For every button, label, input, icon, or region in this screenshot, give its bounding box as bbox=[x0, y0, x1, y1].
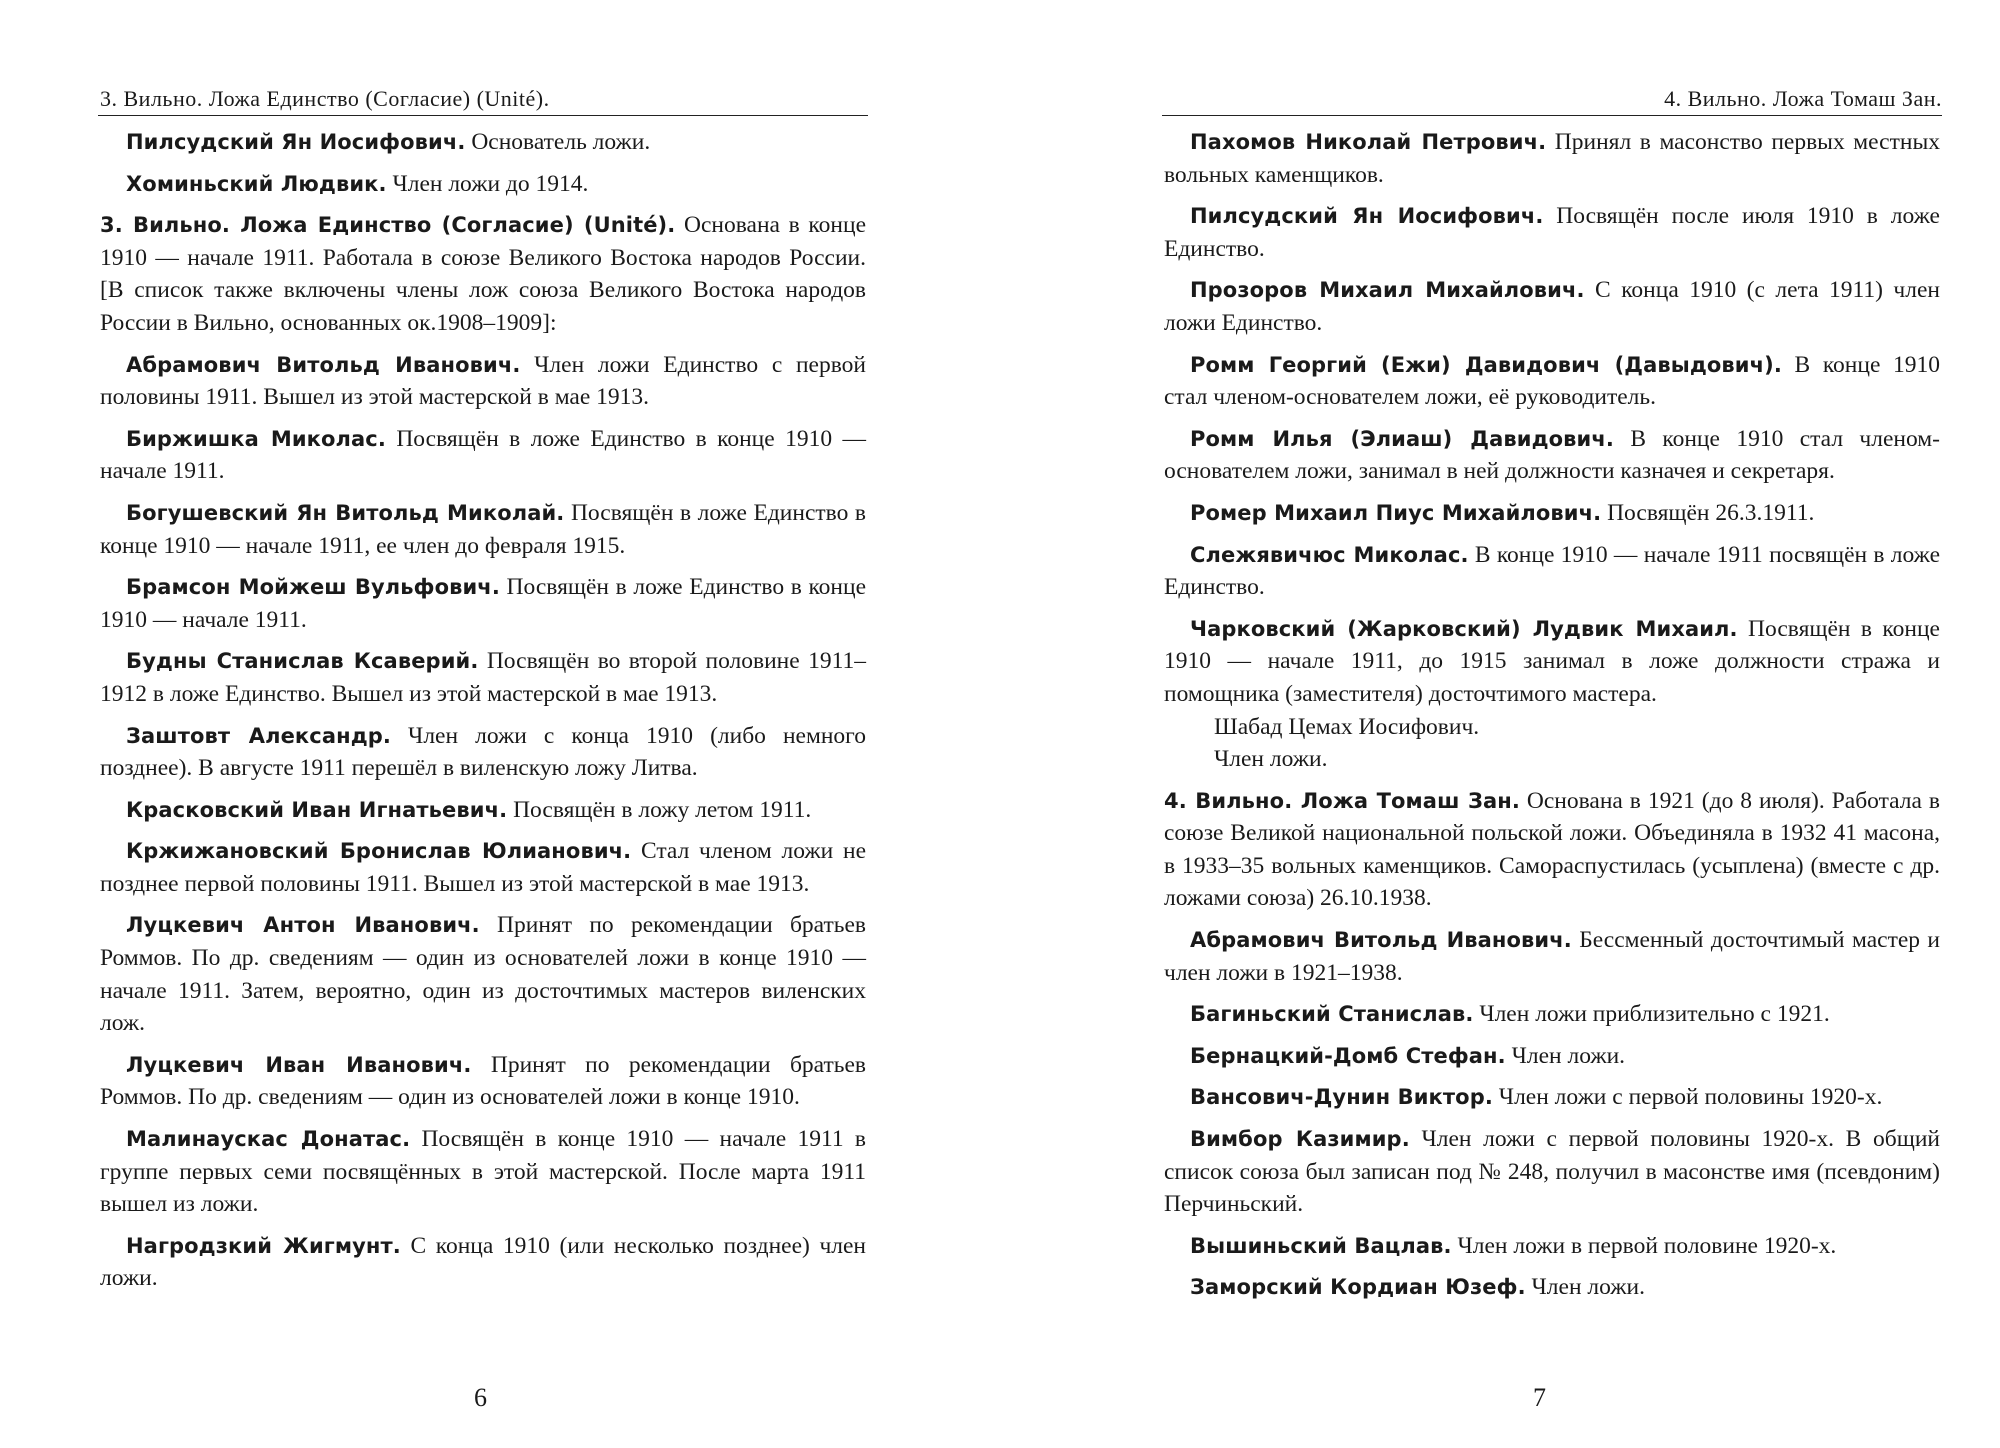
entry-text: Принят по рекомендации братьев Роммов. По др. сведениям — один из основателей ложи в конце 1910. bbox=[100, 1051, 866, 1111]
entry bbox=[100, 1049, 866, 1114]
entry-name: Вансович-Дунин Виктор. bbox=[1190, 1085, 1493, 1110]
entry-name: Багиньский Станислав. bbox=[1190, 1002, 1474, 1027]
entry bbox=[1164, 1040, 1940, 1073]
lodge-text: Основана в 1921 (до 8 июля). Работала в союзе Великой национальной польской ложи. Объединяла в 1932 41 масона, в 1933–35 вольных каменщиков. Самораспустилась (усыплена) (вместе с др. ложами союза) 26.10.1938. bbox=[1164, 787, 1940, 912]
header-rule bbox=[98, 115, 868, 116]
entry bbox=[100, 168, 866, 201]
entry-name: Малинаускас Донатас. bbox=[126, 1127, 411, 1152]
entry-name: Красковский Иван Игнатьевич. bbox=[126, 797, 508, 822]
entry-text: Член ложи. bbox=[1505, 1042, 1626, 1069]
entry-name: Будны Станислав Ксаверий. bbox=[126, 649, 479, 674]
running-head: 4. Вильно. Ложа Томаш Зан. bbox=[1664, 86, 1942, 111]
entry-name: Ромм Илья (Элиаш) Давидович. bbox=[1190, 426, 1614, 451]
entry bbox=[1164, 998, 1940, 1031]
entry-name: Абрамович Витольд Иванович. bbox=[126, 352, 521, 377]
entry bbox=[100, 794, 866, 827]
entry bbox=[1164, 200, 1940, 265]
entry-name: Пилсудский Ян Иосифович. bbox=[1190, 204, 1544, 229]
entry-text: В конце 1910 — начале 1911 посвящён в ложе Единство. bbox=[1164, 541, 1941, 601]
entry-name: Абрамович Витольд Иванович. bbox=[1190, 928, 1572, 953]
entry-name: Вышиньский Вацлав. bbox=[1190, 1233, 1452, 1258]
right-text-column bbox=[1164, 126, 1940, 1313]
lodge-text: Основана в конце 1910 — начале 1911. Работала в союзе Великого Востока народов России. [В список также включены члены лож союза Великого Востока народов России в Вильно, основанных ок.1908–1909]: bbox=[100, 212, 866, 336]
entry-text: Основатель ложи. bbox=[465, 129, 651, 155]
entry-name: Богушевский Ян Витольд Миколай. bbox=[126, 500, 565, 525]
entry-name: Луцкевич Иван Иванович. bbox=[126, 1052, 472, 1077]
lodge-name: 3. Вильно. Ложа Единство (Согласие) (Unité). bbox=[100, 213, 676, 238]
header-rule bbox=[1162, 115, 1942, 116]
entry bbox=[100, 835, 866, 900]
entry bbox=[100, 1230, 866, 1295]
entry bbox=[1164, 1081, 1940, 1114]
entry bbox=[100, 571, 866, 636]
entry bbox=[1164, 497, 1940, 530]
entry bbox=[1164, 613, 1940, 711]
entry-name: Брамсон Мойжеш Вульфович. bbox=[126, 575, 500, 600]
entry-text: С конца 1910 (с лета 1911) член ложи Единство. bbox=[1164, 277, 1940, 336]
entry bbox=[1164, 349, 1940, 414]
entry bbox=[1164, 924, 1940, 989]
entry-text: Посвящён 26.3.1911. bbox=[1601, 499, 1815, 526]
entry-text: Член ложи с первой половины 1920-х. bbox=[1492, 1084, 1883, 1111]
entry-name: Ромер Михаил Пиус Михайлович. bbox=[1190, 500, 1602, 525]
entry-text: Принят по рекомендации братьев Роммов. По др. сведениям — один из основателей ложи в конце 1910 — начале 1911. Затем, вероятно, один из досточтимых мастеров виленских лож. bbox=[100, 912, 866, 1037]
entry-name: Заморский Кордиан Юзеф. bbox=[1190, 1275, 1526, 1300]
entry bbox=[1164, 1123, 1940, 1221]
entry bbox=[1164, 423, 1940, 488]
entry bbox=[100, 720, 866, 785]
entry-text: С конца 1910 (или несколько позднее) член ложи. bbox=[100, 1232, 866, 1292]
entry-name: Бернацкий-Домб Стефан. bbox=[1190, 1043, 1506, 1068]
entry-name: Пахомов Николай Петрович. bbox=[1190, 130, 1547, 154]
lodge-name: 4. Вильно. Ложа Томаш Зан. bbox=[1164, 788, 1520, 813]
entry-name: Слежявичюс Миколас. bbox=[1190, 542, 1469, 567]
entry-name: Биржишка Миколас. bbox=[126, 426, 386, 451]
entry bbox=[100, 497, 866, 562]
entry-name: Нагродзкий Жигмунт. bbox=[126, 1233, 401, 1258]
entry bbox=[100, 645, 866, 710]
entry-text: Посвящён в ложе Единство в конце 1910 — начале 1911. bbox=[100, 574, 866, 633]
entry-text: Посвящён после июля 1910 в ложе Единство. bbox=[1164, 203, 1940, 262]
entry-text: В конце 1910 стал членом-основателем ложи, её руководитель. bbox=[1164, 351, 1941, 411]
entry-name: Чарковский (Жарковский) Лудвик Михаил. bbox=[1190, 616, 1738, 641]
entry-text: Член ложи с конца 1910 (либо немного позднее). В августе 1911 перешёл в виленскую ложу Литва. bbox=[100, 722, 866, 782]
entry-text: Бессменный досточтимый мастер и член ложи в 1921–1938. bbox=[1164, 927, 1941, 986]
lodge-heading-entry bbox=[100, 209, 866, 339]
entry bbox=[1164, 1271, 1940, 1304]
entry-text: Член ложи в первой половине 1920-х. bbox=[1451, 1232, 1837, 1259]
entry-text: Член ложи Единство с первой половины 1911. Вышел из этой мастерской в мае 1913. bbox=[100, 351, 866, 411]
entry bbox=[100, 423, 866, 488]
entry-text: Стал членом ложи не позднее первой половины 1911. Вышел из этой мастерской в мае 1913. bbox=[100, 838, 866, 897]
right-page bbox=[1000, 0, 2000, 1448]
entry bbox=[1164, 539, 1940, 604]
entry-text: Посвящён в ложу летом 1911. bbox=[507, 796, 812, 823]
entry-name: Прозоров Михаил Михайлович. bbox=[1190, 278, 1585, 303]
running-head: 3. Вильно. Ложа Единство (Согласие) (Unité). bbox=[100, 86, 550, 111]
entry bbox=[100, 1123, 866, 1221]
entry-text: Посвящён в конце 1910 — начале 1911, до 1915 занимал в ложе должности стража и помощника (заместителя) досточтимого мастера. bbox=[1164, 615, 1940, 707]
entry-text: Посвящён в ложе Единство в конце 1910 — начале 1911, ее член до февраля 1915. bbox=[100, 499, 866, 559]
entry-text: В конце 1910 стал членом-основателем ложи, занимал в ней должности казначея и секретаря. bbox=[1164, 425, 1940, 485]
entry-text: Член ложи приблизительно с 1921. bbox=[1473, 1001, 1830, 1028]
entry-text: Принял в масонство первых местных вольных каменщиков. bbox=[1164, 129, 1940, 188]
entry bbox=[100, 126, 866, 159]
entry bbox=[1164, 126, 1940, 191]
entry-name: Ромм Георгий (Ежи) Давидович (Давыдович). bbox=[1190, 352, 1782, 377]
entry bbox=[1164, 1230, 1940, 1263]
entry bbox=[1164, 274, 1940, 339]
entry-text: Член ложи с первой половины 1920-х. В общий список союза был записан под № 248, получил в масонстве имя (псевдоним) Перчиньский. bbox=[1164, 1126, 1940, 1218]
entry-text: Посвящён во второй половине 1911–1912 в ложе Единство. Вышел из этой мастерской в мае 1913. bbox=[100, 648, 866, 707]
plain-entry-name: Шабад Цемах Иосифович. bbox=[1214, 713, 1480, 740]
left-text-column bbox=[100, 126, 866, 1304]
entry-name: Хоминьский Людвик. bbox=[126, 171, 387, 196]
entry-text: Посвящён в конце 1910 — начале 1911 в группе первых семи посвящённых в этой мастерской. После марта 1911 вышел из ложи. bbox=[100, 1126, 866, 1218]
entry bbox=[100, 909, 866, 1039]
entry-name: Вимбор Казимир. bbox=[1190, 1127, 1410, 1152]
entry-text: Член ложи до 1914. bbox=[386, 170, 589, 197]
entry-text: Член ложи. bbox=[1525, 1274, 1645, 1301]
entry-text: Посвящён в ложе Единство в конце 1910 — начале 1911. bbox=[100, 425, 867, 485]
entry-name: Пилсудский Ян Иосифович. bbox=[126, 130, 466, 154]
entry bbox=[100, 349, 866, 414]
entry-name: Луцкевич Антон Иванович. bbox=[126, 913, 480, 938]
entry-name: Заштовт Александр. bbox=[126, 723, 391, 748]
plain-entry-text: Член ложи. bbox=[1214, 746, 1328, 773]
lodge-heading-entry bbox=[1164, 785, 1940, 915]
page-number: 6 bbox=[474, 1383, 487, 1412]
page-number: 7 bbox=[1533, 1383, 1546, 1412]
entry-name: Кржижановский Бронислав Юлианович. bbox=[126, 839, 632, 864]
